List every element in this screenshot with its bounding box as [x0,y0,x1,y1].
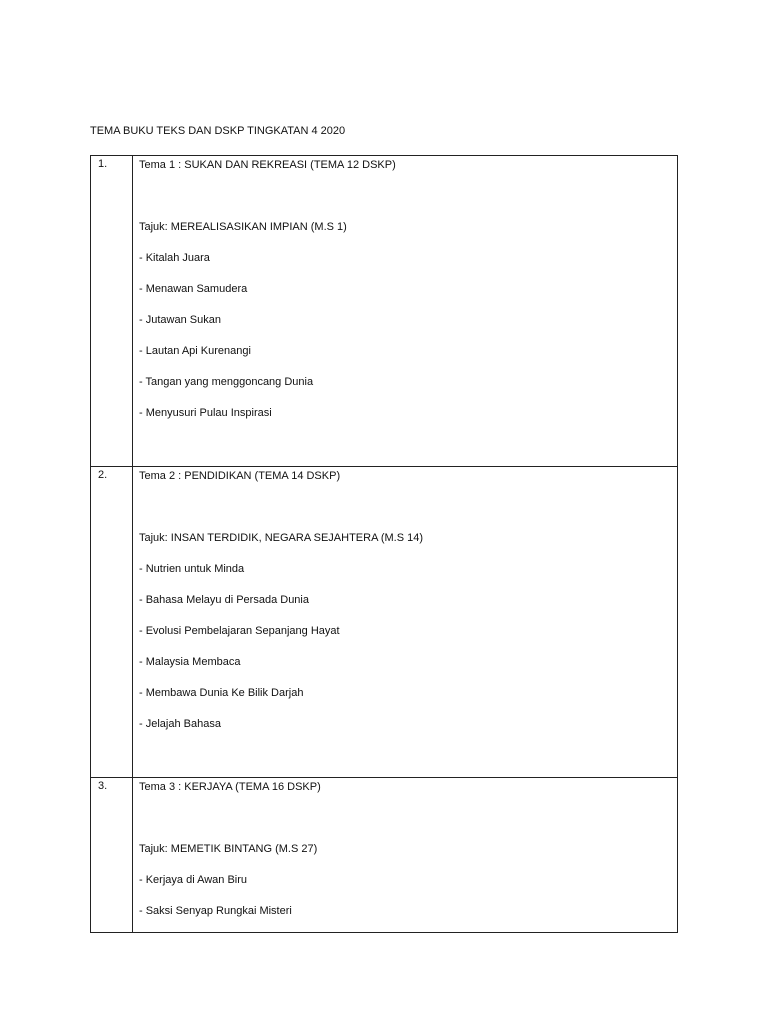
theme-content-2 [133,467,678,778]
theme-tajuk-1: Tajuk: MEREALISASIKAN IMPIAN (M.S 1) [139,221,347,233]
theme-row-3 [91,778,678,933]
theme-title-2: Tema 2 : PENDIDIKAN (TEMA 14 DSKP) [139,470,341,482]
theme-number-1: 1. [91,156,133,467]
subtopic-item: - Menawan Samudera [139,283,248,295]
subtopic-item: - Jelajah Bahasa [139,718,221,730]
theme-number-3: 3. [91,778,133,933]
subtopic-item: - Tangan yang menggoncang Dunia [139,376,314,388]
theme-row-1 [91,156,678,467]
subtopic-item: - Lautan Api Kurenangi [139,345,251,357]
subtopic-item: - Jutawan Sukan [139,314,221,326]
subtopic-item: - Kerjaya di Awan Biru [139,874,248,886]
subtopic-item: - Evolusi Pembelajaran Sepanjang Hayat [139,625,340,637]
document-title: TEMA BUKU TEKS DAN DSKP TINGKATAN 4 2020 [90,125,346,137]
theme-row-2 [91,467,678,778]
theme-title-1: Tema 1 : SUKAN DAN REKREASI (TEMA 12 DSKP) [139,159,396,171]
theme-title-3: Tema 3 : KERJAYA (TEMA 16 DSKP) [139,781,321,793]
subtopic-item: - Bahasa Melayu di Persada Dunia [139,594,309,606]
subtopic-item: - Menyusuri Pulau Inspirasi [139,407,272,419]
theme-number-2: 2. [91,467,133,778]
subtopic-item: - Kitalah Juara [139,252,210,264]
subtopic-item: - Malaysia Membaca [139,656,241,668]
theme-tajuk-2: Tajuk: INSAN TERDIDIK, NEGARA SEJAHTERA (M.S 14) [139,532,424,544]
theme-tajuk-3: Tajuk: MEMETIK BINTANG (M.S 27) [139,843,318,855]
themes-table [90,155,678,933]
subtopic-item: - Saksi Senyap Rungkai Misteri [139,905,292,917]
subtopic-item: - Membawa Dunia Ke Bilik Darjah [139,687,304,699]
subtopic-item: - Nutrien untuk Minda [139,563,245,575]
theme-content-1 [133,156,678,467]
theme-content-3 [133,778,678,933]
